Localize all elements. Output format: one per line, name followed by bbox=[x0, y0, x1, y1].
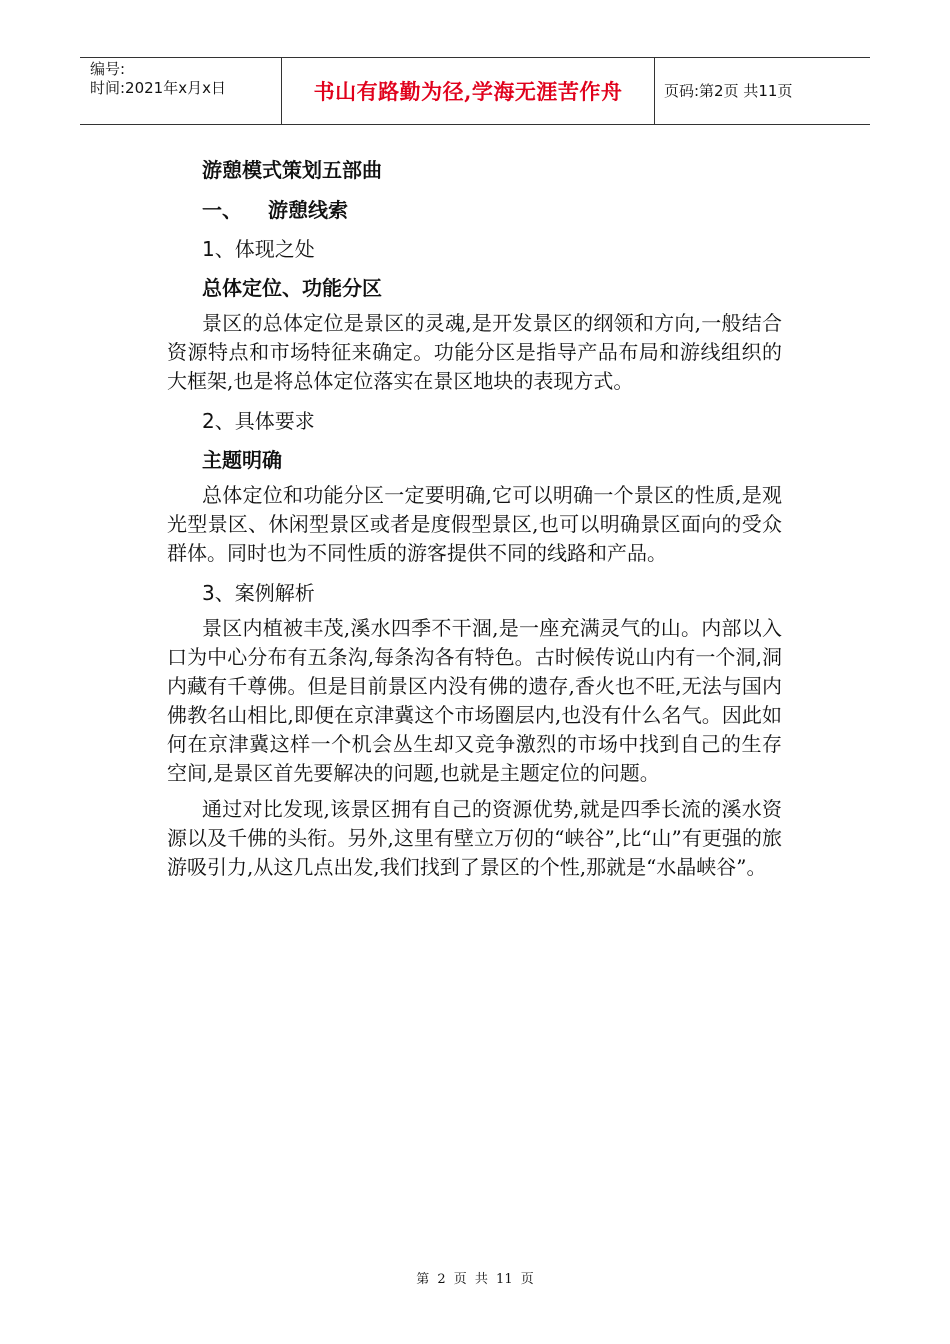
page-info: 页码:第2页 共11页 bbox=[664, 82, 793, 100]
section-heading-1 bbox=[167, 196, 782, 224]
bold-heading-1: 总体定位、功能分区 bbox=[202, 276, 382, 300]
paragraph-1: 景区的总体定位是景区的灵魂,是开发景区的纲领和方向,一般结合资源特点和市场特征来确定。功能分区是指导产品布局和游线组织的大框架,也是将总体定位落实在景区地块的表现方式。 bbox=[167, 311, 782, 393]
subheading-2: 2、具体要求 bbox=[202, 409, 315, 433]
paragraph-3: 景区内植被丰茂,溪水四季不干涸,是一座充满灵气的山。内部以入口为中心分布有五条沟,每条沟各有特色。古时候传说山内有一个洞,洞内藏有千尊佛。但是目前景区内没有佛的遗存,香火也不旺,无法与国内佛教名山相比,即便在京津冀这个市场圈层内,也没有什么名气。因此如何在京津冀这样一个机会丛生却又竞争激烈的市场中找到自己的生存空间,是景区首先要解决的问题,也就是主题定位的问题。 bbox=[167, 616, 782, 785]
document-title: 游憩模式策划五部曲 bbox=[202, 158, 382, 182]
page-header bbox=[80, 57, 870, 125]
page-footer: 第 2 页 共 11 页 bbox=[416, 1272, 534, 1287]
section-title: 游憩线索 bbox=[268, 198, 348, 222]
paragraph-2: 总体定位和功能分区一定要明确,它可以明确一个景区的性质,是观光型景区、休闲型景区或者是度假型景区,也可以明确景区面向的受众群体。同时也为不同性质的游客提供不同的线路和产品。 bbox=[167, 483, 782, 565]
section-number: 一、 bbox=[202, 198, 242, 222]
paragraph-4: 通过对比发现,该景区拥有自己的资源优势,就是四季长流的溪水资源以及千佛的头衔。另外,这里有壁立万仞的“峡谷”,比“山”有更强的旅游吸引力,从这几点出发,我们找到了景区的个性,那就是“水晶峡谷”。 bbox=[167, 797, 782, 879]
motto-text: 书山有路勤为径,学海无涯苦作舟 bbox=[313, 79, 623, 104]
time-label: 时间:2021年x月x日 bbox=[90, 79, 226, 97]
bold-heading-2: 主题明确 bbox=[202, 448, 282, 472]
subheading-3: 3、案例解析 bbox=[202, 581, 315, 605]
header-meta bbox=[90, 60, 226, 98]
document-body bbox=[167, 150, 782, 882]
header-motto-cell bbox=[281, 58, 655, 124]
subheading-1: 1、体现之处 bbox=[202, 237, 315, 261]
number-label: 编号: bbox=[90, 60, 126, 78]
